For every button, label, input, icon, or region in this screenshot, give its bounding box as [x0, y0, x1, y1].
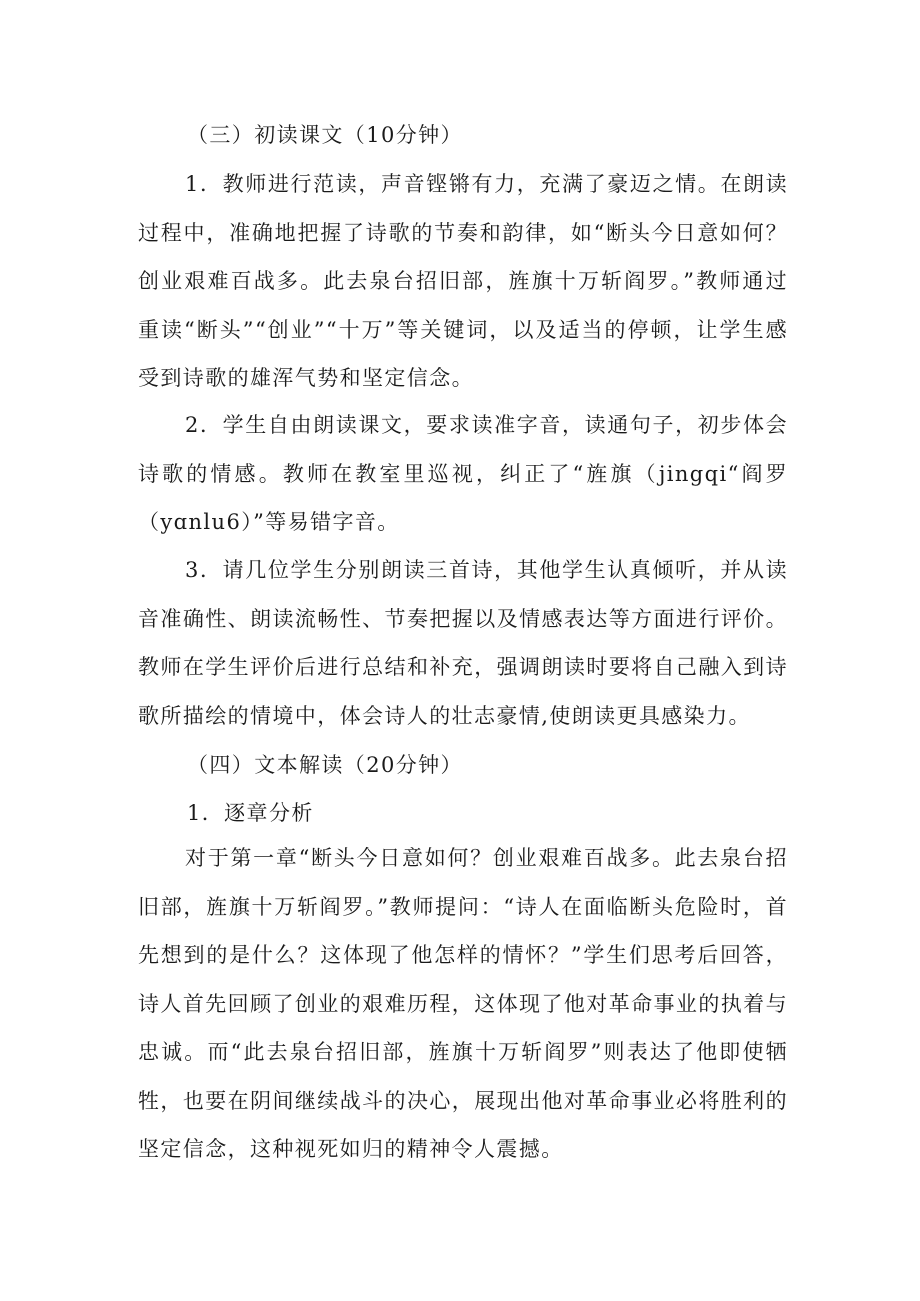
section-four-heading: （四）文本解读（20分钟） [187, 753, 463, 777]
section-four-paragraph-1: 对于第一章“断头今日意如何？创业艰难百战多。此去泉台招旧部，旌旗十万斩阎罗。”教师提问：“诗人在面临断头危险时，首先想到的是什么？这体现了他怎样的情怀？”学生们思考后回答，诗人首先回顾了创业的艰难历程，这体现了他对革命事业的执着与忠诚。而“此去泉台招旧部，旌旗十万斩阎罗”则表达了他即使牺牲，也要在阴间继续战斗的决心，展现出他对革命事业必将胜利的坚定信念，这种视死如归的精神令人震撼。 [138, 846, 788, 1161]
section-three-paragraph-3: 3．请几位学生分别朗读三首诗，其他学生认真倾听，并从读音准确性、朗读流畅性、节奏把握以及情感表达等方面进行评价。教师在学生评价后进行总结和补充，强调朗读时要将自己融入到诗歌所描绘的情境中，体会诗人的壮志豪情,使朗读更具感染力。 [138, 558, 788, 728]
section-three-paragraph-1: 1．教师进行范读，声音铿锵有力，充满了豪迈之情。在朗读过程中，准确地把握了诗歌的节奏和韵律，如“断头今日意如何？创业艰难百战多。此去泉台招旧部，旌旗十万斩阎罗。”教师通过重读“断头”“创业”“十万”等关键词，以及适当的停顿，让学生感受到诗歌的雄浑气势和坚定信念。 [138, 172, 788, 390]
section-three-heading: （三）初读课文（10分钟） [187, 123, 463, 147]
subsection-heading-chapter-analysis: 1．逐章分析 [187, 801, 314, 825]
section-three-paragraph-2: 2．学生自由朗读课文，要求读准字音，读通句子，初步体会诗歌的情感。教师在教室里巡视，纠正了“旌旗（jingqi“阎罗（yɑnlu6）”等易错字音。 [138, 413, 788, 534]
